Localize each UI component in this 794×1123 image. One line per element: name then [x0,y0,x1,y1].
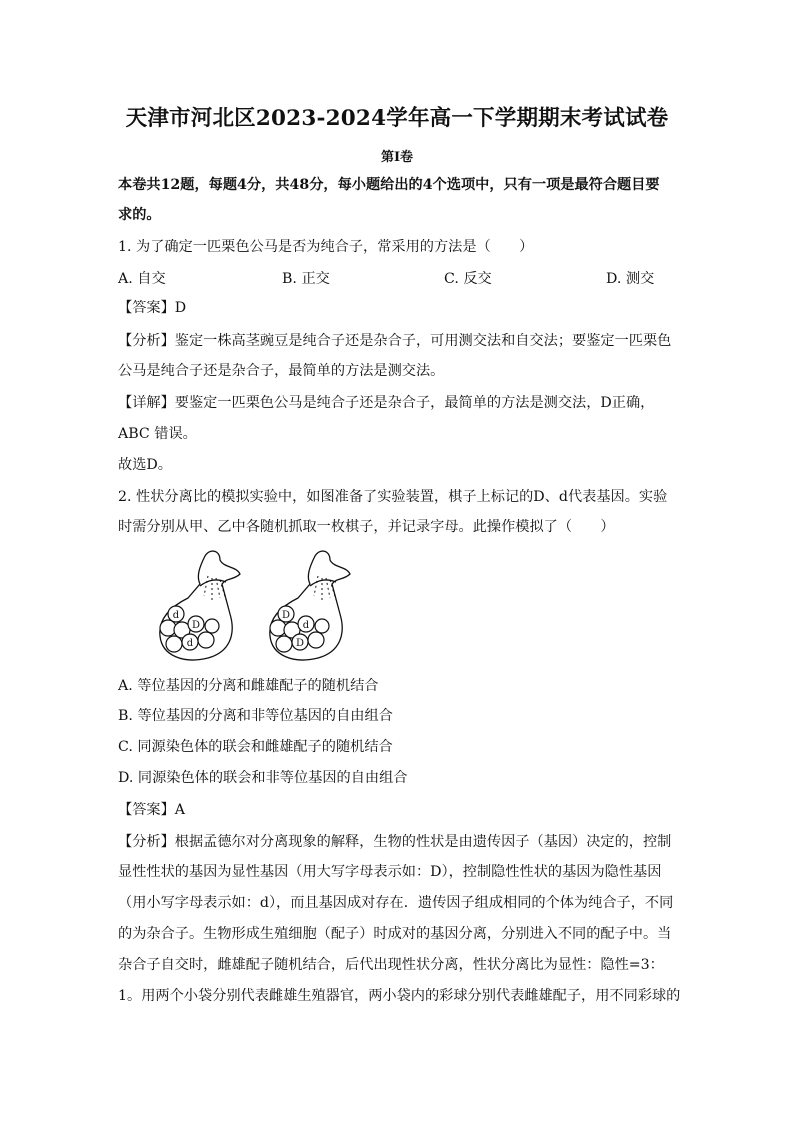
ball-label: D [295,638,305,649]
q1-detail-line-1: 【详解】要鉴定一匹栗色公马是纯合子还是杂合子，最简单的方法是测交法，D正确， [118,395,655,411]
q2-answer: 【答案】A [118,802,185,818]
instructions-line-2: 求的。 [118,207,161,223]
q2-analysis-line-3: （用小写字母表示如：d），而且基因成对存在．遗传因子组成相同的个体为纯合子，不同 [118,895,674,911]
q1-option-c: C. 反交 [444,271,492,287]
q1-detail-line-2: ABC 错误。 [118,426,197,442]
q2-option-c: C. 同源染色体的联会和雌雄配子的随机结合 [118,739,393,755]
q2-option-d: D. 同源染色体的联会和非等位基因的自由组合 [118,770,408,786]
q1-option-d: D. 测交 [606,271,655,287]
q2-analysis-line-6: 1。用两个小袋分别代表雌雄生殖器官，两小袋内的彩球分别代表雌雄配子，用不同彩球的 [118,988,681,1004]
document-title: 天津市河北区2023-2024学年高一下学期期末考试试卷 [125,106,669,131]
q2-analysis-line-5: 杂合子自交时，雌雄配子随机结合，后代出现性状分离，性状分离比为显性：隐性=3： [118,957,664,973]
q2-option-b: B. 等位基因的分离和非等位基因的自由组合 [118,708,393,724]
section-heading: 第I卷 [380,150,414,165]
ball-label: d [186,638,194,649]
q2-analysis-line-1: 【分析】根据孟德尔对分离现象的解释，生物的性状是由遗传因子（基因）决定的，控制 [118,834,672,850]
q2-stem-line-2: 时需分别从甲、乙中各随机抓取一枚棋子，并记录字母。此操作模拟了（ ） [118,519,615,535]
q1-stem: 1. 为了确定一匹栗色公马是否为纯合子，常采用的方法是（ ） [118,239,534,255]
two-bags-figure [150,548,370,663]
q1-answer: 【答案】D [118,300,187,316]
q2-option-a: A. 等位基因的分离和雌雄配子的随机结合 [118,678,379,694]
q2-analysis-line-4: 的为杂合子。生物形成生殖细胞（配子）时成对的基因分离，分别进入不同的配子中。当 [118,926,672,942]
q1-analysis-line-1: 【分析】鉴定一株高茎豌豆是纯合子还是杂合子，可用测交法和自交法；要鉴定一匹栗色 [118,333,672,349]
ball-label: d [302,620,310,631]
ball-label: D [281,610,291,621]
instructions-line-1: 本卷共12题，每题4分，共48分，每小题给出的4个选项中，只有一项是最符合题目要 [118,177,660,193]
q2-analysis-line-2: 显性性状的基因为显性基因（用大写字母表示如：D），控制隐性性状的基因为隐性基因 [118,864,662,880]
ball-label: d [172,610,180,621]
q1-analysis-line-2: 公马是纯合子还是杂合子，最简单的方法是测交法。 [118,363,445,379]
q2-stem-line-1: 2. 性状分离比的模拟实验中，如图准备了实验装置，棋子上标记的D、d代表基因。实验 [118,489,668,505]
q1-option-a: A. 自交 [118,271,166,287]
ball-label: D [191,620,201,631]
q1-option-b: B. 正交 [282,271,330,287]
q1-conclusion: 故选D。 [118,457,172,473]
